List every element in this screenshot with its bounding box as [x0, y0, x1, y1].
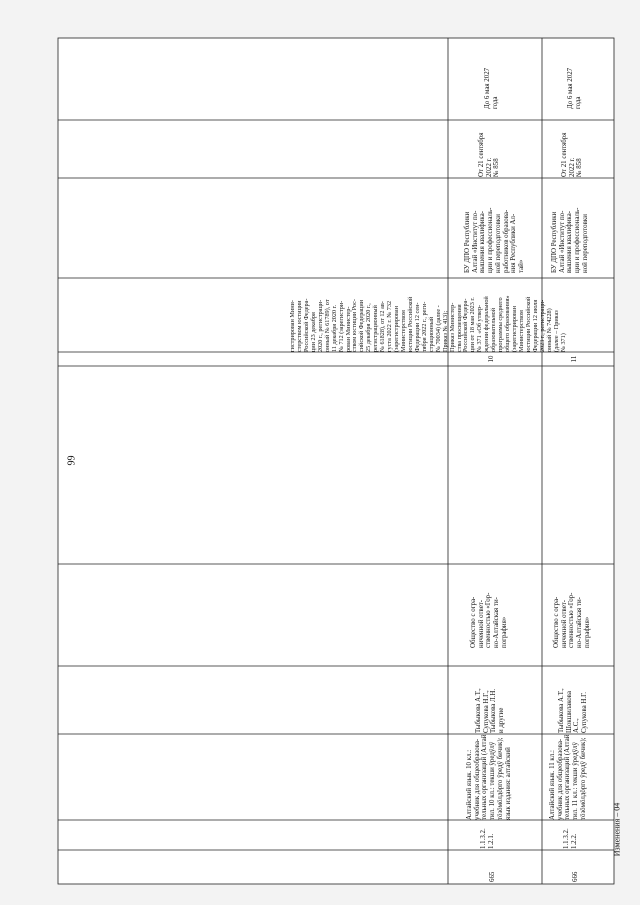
cell-code-666: [542, 820, 614, 850]
footer-changes: Изменения – 04: [612, 802, 622, 857]
expert-organization: БУ ДПО Республики Алтай «Институт по- вышения квалифика- ции и профессиональ- ной переподготовки: [551, 207, 589, 273]
row-number: 665: [489, 871, 496, 882]
expert-organization: БУ ДПО Республики Алтай «Институт по- вышения квалифика- ции и профессиональ- ной переподготовки работников образова- ния Республики Ал- тай»: [464, 207, 526, 273]
validity-term: До 6 мая 2027 года: [484, 67, 499, 109]
row-code: 1.1.3.2. 1.2.1.: [480, 828, 495, 849]
textbook-authors: Тыбыкова А.Т., Супукова Н.Г., Тыбыкова Л.Н. и другие: [475, 688, 506, 733]
cell-title-666: [542, 734, 614, 820]
cell-term-665: [448, 38, 542, 120]
cell-publisher-666: [542, 564, 614, 666]
doc-reference-text: гистрирован Мини- стерством юстиции Российской Федера- ции 23 декабря 2020 г., регистраци- онный № 61789), от 11 декабря 2020 г. № 712 (зарегистри- рован Министер- ством юстиции Рос- сийской Федерации 25 декабря 2020 г., регистрационный № 61828), от 12 ав- густа 2022 г. № 732 (зарегистрирован Министерством юстиции Российской Федерации 12 сен- тября 2022 г., реги- страционный № 70034) (далее - Приказ № 413); Приказ Министер- ства просвещения Российской Федера- ции от 18 мая 2023 г. № 371 «Об утвер- ждении федеральной образовательной программы среднего общего образования» (зарегистрирован Министерством юстиции Российской Федерации 12 июля 2023 г., регистраци- онный № 74228) (далее – Приказ № 371): [289, 295, 567, 352]
row-code: 1.1.3.2. 1.2.2.: [563, 828, 578, 849]
cell-order-666: [542, 120, 614, 178]
page-number: 99: [66, 455, 78, 466]
textbook-title: Алтайский язык. 10 кл.: учебник для общеобразова- тельных организаций (Алтай тил. 10 кл.: текши ӱредӱлӱ тöзöмöлдöрго ӱредӱ бичик); язык издания: алтайский: [466, 734, 512, 820]
validity-term: До 6 мая 2027 года: [567, 67, 582, 109]
textbook-publisher: Общество с огра- ниченной ответ- ственностью «Гор- но-Алтайская ти- пография»: [470, 592, 508, 648]
cell-org-665: [448, 178, 542, 278]
cell-order-665: [448, 120, 542, 178]
col-num-row2: 11: [571, 355, 578, 363]
textbook-title: Алтайский язык. 11 кл.: учебник для общеобразова- тельных организаций (Алтай тил. 11 кл.: текши ӱредӱлӱ тöзöмöлдöрго ӱредӱ бичик);: [549, 734, 587, 820]
order-reference: От 21 сентября 2022 г. № 858: [561, 132, 584, 177]
cell-authors-666: [542, 666, 614, 734]
order-reference: От 21 сентября 2022 г. № 858: [478, 132, 501, 177]
cell-col-num-2: [542, 352, 614, 366]
textbook-publisher: Общество с огра- ниченной ответ- ственностью «Гор- но-Алтайская ти- пография»: [553, 592, 591, 648]
cell-code-665: [448, 820, 542, 850]
cell-publisher-665: [448, 564, 542, 666]
cell-num-665: [448, 850, 542, 884]
cell-title-665: [448, 734, 542, 820]
cell-authors-665: [448, 666, 542, 734]
cell-num-666: [542, 850, 614, 884]
cell-term-666: [542, 38, 614, 120]
textbook-authors: Тыбыкова А.Т., Шокшилакова А.С., Супукова Н.Г.: [558, 688, 589, 733]
row-number: 666: [572, 871, 579, 882]
cell-doc-text: [282, 278, 567, 352]
cell-org-666: [542, 178, 614, 278]
cell-col-num-1: [448, 352, 542, 366]
col-num-row1: 10: [488, 355, 495, 363]
